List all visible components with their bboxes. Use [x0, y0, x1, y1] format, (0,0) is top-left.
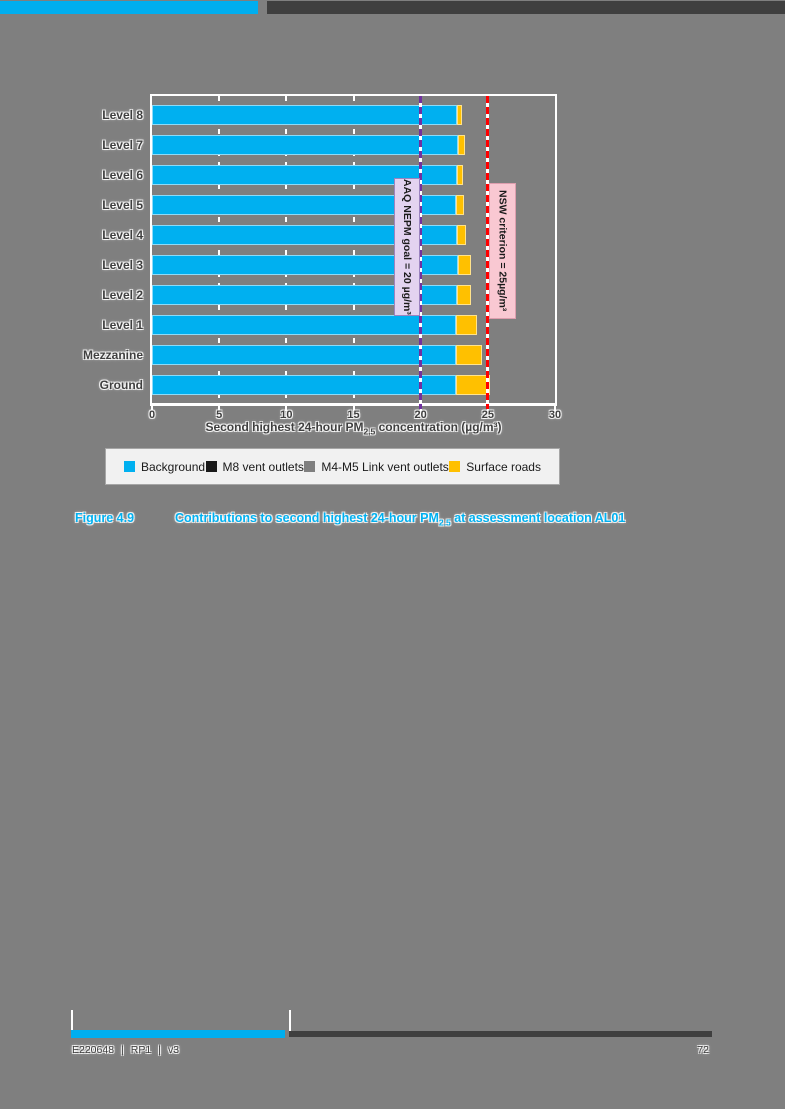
y-axis-label: Level 3 [102, 258, 143, 272]
bar-segment-background [152, 345, 456, 365]
footer-version: v3 [167, 1044, 180, 1056]
legend-item-m8-vent-outlets [206, 460, 304, 474]
annotation-nsw-criterion-label: NSW criterion = 25µg/m³ [496, 190, 509, 312]
bar-row [152, 375, 490, 395]
x-axis-tick-label: 30 [548, 409, 562, 421]
bar-segment-surface-roads [457, 105, 462, 125]
x-axis-tick-label: 5 [216, 409, 223, 421]
footer-divider-left [71, 1010, 73, 1031]
y-axis-label: Level 2 [102, 288, 143, 302]
bar-row [152, 135, 465, 155]
figure-caption-text [175, 511, 625, 528]
legend-swatch-background [124, 461, 135, 472]
footer-document-reference [72, 1044, 179, 1056]
footer-accent-bar-cyan [71, 1030, 285, 1038]
bar-row [152, 285, 471, 305]
y-axis-label: Level 6 [102, 168, 143, 182]
x-axis-tick-label: 10 [280, 409, 293, 421]
bar-segment-surface-roads [457, 225, 466, 245]
bar-segment-surface-roads [456, 315, 477, 335]
header-accent-bar-dark [267, 1, 785, 14]
bar-row [152, 345, 482, 365]
bar-row [152, 315, 477, 335]
annotation-nsw-criterion [489, 183, 516, 319]
footer-separator: | [121, 1044, 124, 1056]
legend-label-background: Background [141, 459, 206, 474]
y-axis-label: Level 8 [102, 108, 143, 122]
bar-row [152, 255, 471, 275]
bar-segment-surface-roads [458, 135, 465, 155]
footer-separator: | [158, 1044, 161, 1056]
legend-swatch-m4-m5-link-vent-outlets [304, 461, 315, 472]
y-axis-label: Level 5 [102, 198, 143, 212]
footer-accent-bar-dark [289, 1031, 712, 1037]
bar-segment-surface-roads [457, 285, 471, 305]
figure-caption-number: Figure 4.9 [75, 511, 135, 525]
footer-doc-ref: E220648 [72, 1044, 115, 1056]
figure-caption-suffix: at assessment location AL01 [450, 511, 626, 525]
legend-swatch-m8-vent-outlets [206, 461, 217, 472]
bar-segment-background [152, 135, 458, 155]
legend-item-surface-roads [449, 460, 541, 474]
bar-segment-surface-roads [457, 165, 463, 185]
legend-item-background [124, 460, 205, 474]
x-axis-title-subscript: 2.5 [363, 426, 376, 437]
y-axis-label: Level 1 [102, 318, 143, 332]
x-axis-tick-label: 25 [481, 409, 494, 421]
legend-label-m4-m5-link-vent-outlets: M4-M5 Link vent outlets [321, 459, 449, 474]
figure-caption-prefix: Contributions to second highest 24-hour PM [175, 511, 439, 525]
chart-legend [105, 448, 560, 485]
bar-segment-surface-roads [456, 345, 482, 365]
y-axis-label: Ground [99, 378, 143, 392]
y-axis-label: Level 4 [102, 228, 143, 242]
legend-label-m8-vent-outlets: M8 vent outlets [222, 459, 304, 474]
bar-segment-background [152, 375, 456, 395]
header-accent-bar-cyan [0, 1, 258, 14]
footer-part: RP1 [130, 1044, 152, 1056]
bar-segment-surface-roads [458, 255, 471, 275]
legend-item-m4-m5-link-vent-outlets [304, 460, 448, 474]
bar-segment-surface-roads [456, 195, 464, 215]
y-axis-label: Mezzanine [82, 348, 143, 362]
annotation-aaq-nepm-label: AAQ NEPM goal = 20 µg/m³ [401, 179, 413, 315]
x-axis-title-prefix: Second highest 24-hour PM [205, 420, 364, 434]
x-axis-tick-label: 20 [414, 409, 427, 421]
bar-segment-background [152, 315, 456, 335]
x-axis-tick-label: 15 [347, 409, 360, 421]
x-axis-title-suffix: concentration (µg/m³) [375, 420, 502, 434]
page-number: 72 [697, 1044, 709, 1056]
legend-swatch-surface-roads [449, 461, 460, 472]
footer-divider-mid [289, 1010, 291, 1031]
bar-segment-background [152, 105, 457, 125]
annotation-aaq-nepm-goal [394, 178, 420, 316]
bar-segment-surface-roads [456, 375, 490, 395]
legend-label-surface-roads: Surface roads [466, 459, 541, 474]
x-axis-title [150, 420, 557, 436]
bar-row [152, 105, 462, 125]
figure-caption-subscript: 2.5 [438, 517, 451, 528]
y-axis-label: Level 7 [102, 138, 143, 152]
x-axis-tick-label: 0 [148, 409, 156, 421]
